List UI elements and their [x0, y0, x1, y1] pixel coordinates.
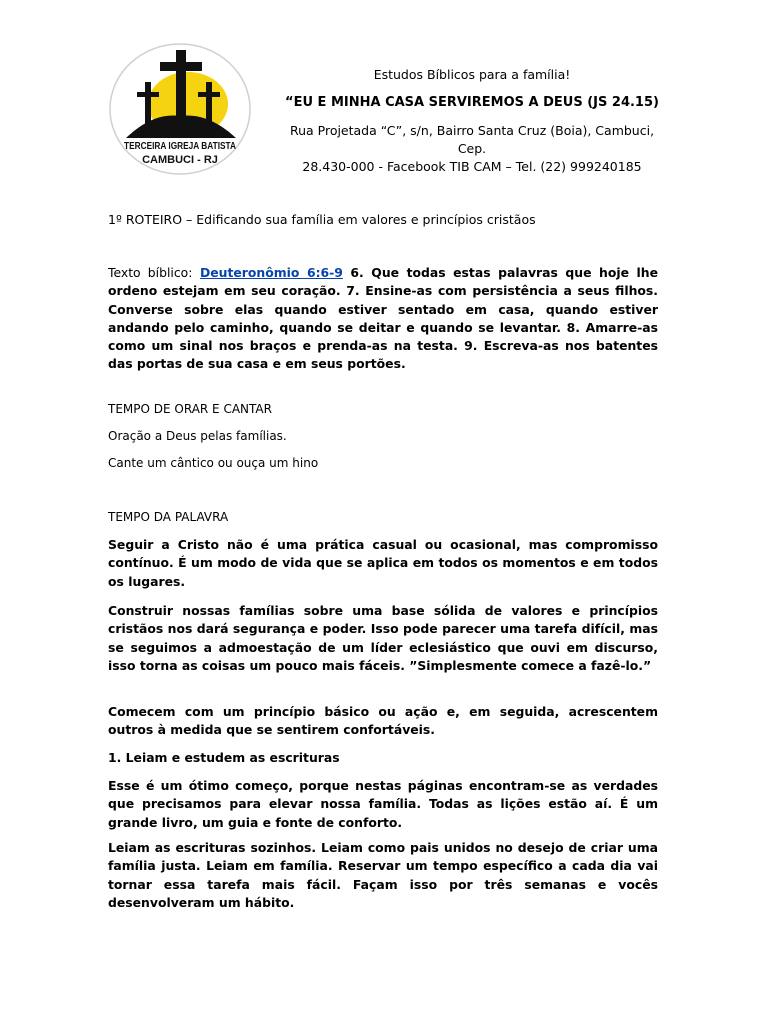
roteiro-title: 1º ROTEIRO – Edificando sua família em valores e princípios cristãos [108, 212, 536, 227]
item-1-heading: 1. Leiam e estudem as escrituras [108, 750, 340, 765]
address-line-1: Rua Projetada “C”, s/n, Bairro Santa Cruz (Boia), Cambuci, Cep. [289, 123, 655, 156]
word-paragraph-2: Construir nossas famílias sobre uma base sólida de valores e princípios cristãos nos dará segurança e poder. Isso pode parecer uma tarefa difícil, mas se seguimos a admoestação de um líder eclesiástico que ouvi em discurso, isso torna as coisas um pouco mais fáceis. ”Simplesmente comece a fazê-lo.” [108, 603, 658, 673]
bible-text-label: Texto bíblico: [108, 265, 193, 280]
section-heading-word: TEMPO DA PALAVRA [108, 510, 229, 524]
bible-reference-link[interactable]: Deuteronômio 6:6-9 [199, 265, 343, 280]
header-address [280, 122, 664, 176]
logo-text-line2: CAMBUCI - RJ [142, 154, 218, 166]
header-motto: “EU E MINHA CASA SERVIREMOS A DEUS (JS 24.15) [285, 95, 659, 110]
word-paragraph-3: Comecem com um princípio básico ou ação e, em seguida, acrescentem outros à medida que se sentirem confortáveis. [108, 704, 658, 738]
section-heading-pray: TEMPO DE ORAR E CANTAR [108, 402, 272, 416]
address-line-2: 28.430-000 - Facebook TIB CAM – Tel. (22) 999240185 [302, 159, 642, 174]
word-paragraph-5: Leiam as escrituras sozinhos. Leiam como pais unidos no desejo de criar uma família justa. Leiam em família. Reservar um tempo específico a cada dia vai tornar essa tarefa mais fácil. Façam isso por três semanas e vocês desenvolveram um hábito. [108, 840, 658, 910]
bible-text-body: 6. Que todas estas palavras que hoje lhe ordeno estejam em seu coração. 7. Ensine-as com persistência a seus filhos. Converse sobre elas quando estiver sentado em casa, quando estiver andando pelo caminho, quando se deitar e quando se levantar. 8. Amarre-as como um sinal nos braços e prenda-as na testa. 9. Escreva-as nos batentes das portas de sua casa e em seus portões. [108, 265, 658, 372]
bible-text-paragraph [108, 264, 658, 374]
header-title: Estudos Bíblicos para a família! [373, 67, 571, 82]
pray-line-1: Oração a Deus pelas famílias. [108, 429, 287, 443]
word-paragraph-1: Seguir a Cristo não é uma prática casual ou ocasional, mas compromisso contínuo. É um modo de vida que se aplica em todos os momentos e em todos os lugares. [108, 537, 658, 589]
word-paragraph-4: Esse é um ótimo começo, porque nestas páginas encontram-se as verdades que precisamos para elevar nossa família. Todas as lições estão aí. É um grande livro, um guia e fonte de conforto. [108, 778, 658, 830]
pray-line-2: Cante um cântico ou ouça um hino [108, 456, 319, 470]
logo-text-line1: TERCEIRA IGREJA BATISTA [124, 140, 237, 152]
church-logo [108, 42, 252, 176]
